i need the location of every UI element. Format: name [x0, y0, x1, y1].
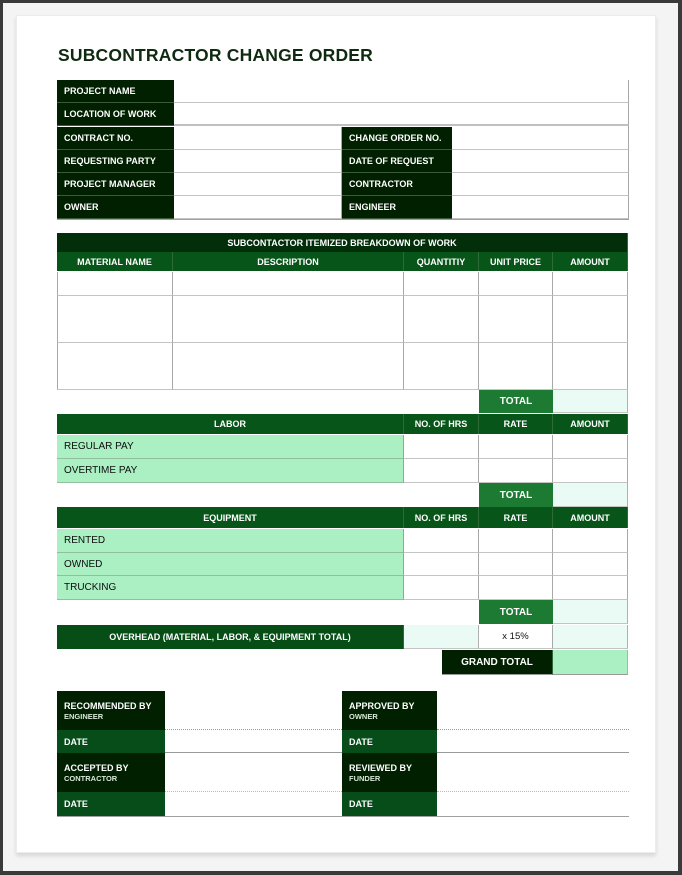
owner-field[interactable]	[174, 196, 342, 219]
col-quantity: QUANTITIY	[404, 252, 479, 271]
labor-total-value[interactable]	[553, 483, 628, 507]
materials-section-title: SUBCONTACTOR ITEMIZED BREAKDOWN OF WORK	[57, 233, 628, 252]
col-labor-rate: RATE	[479, 414, 553, 434]
approved-date-label: DATE	[342, 730, 437, 753]
project-name-field[interactable]	[174, 80, 629, 103]
change-order-no-label: CHANGE ORDER NO.	[342, 127, 452, 150]
approved-by-role: OWNER	[349, 711, 378, 721]
overhead-label: OVERHEAD (MATERIAL, LABOR, & EQUIPMENT TOTAL)	[57, 625, 404, 649]
accepted-by-field[interactable]	[165, 753, 342, 792]
equipment-owned-label: OWNED	[57, 553, 404, 576]
material-row-5-amount[interactable]	[553, 366, 628, 390]
col-equipment-amount: AMOUNT	[553, 507, 628, 528]
material-row-4-quantity[interactable]	[404, 343, 479, 367]
material-row-1-unit-price[interactable]	[479, 272, 553, 296]
recommended-by-title: RECOMMENDED BY	[64, 700, 152, 711]
accepted-by-role: CONTRACTOR	[64, 773, 118, 783]
labor-total-label: TOTAL	[479, 483, 553, 507]
date-of-request-field[interactable]	[452, 150, 629, 173]
material-row-4-description[interactable]	[173, 343, 404, 367]
reviewed-by-role: FUNDER	[349, 773, 381, 783]
materials-total-value[interactable]	[553, 390, 628, 413]
approved-date-field[interactable]	[437, 730, 629, 753]
equipment-trucking-label: TRUCKING	[57, 576, 404, 600]
equipment-trucking-hours[interactable]	[404, 576, 479, 600]
contractor-label: CONTRACTOR	[342, 173, 452, 196]
col-description: DESCRIPTION	[173, 252, 404, 271]
contractor-field[interactable]	[452, 173, 629, 196]
equipment-total-value[interactable]	[553, 600, 628, 624]
labor-regular-pay-label: REGULAR PAY	[57, 435, 404, 459]
location-of-work-field[interactable]	[174, 103, 629, 126]
reviewed-by-field[interactable]	[437, 753, 629, 792]
material-row-2-material-name[interactable]	[57, 296, 173, 320]
reviewed-date-field[interactable]	[437, 792, 629, 816]
owner-label: OWNER	[57, 196, 174, 219]
col-labor-hours: NO. OF HRS	[404, 414, 479, 434]
overhead-rate: x 15%	[479, 625, 553, 649]
overhead-amount[interactable]	[553, 625, 628, 649]
project-manager-field[interactable]	[174, 173, 342, 196]
material-row-3-description[interactable]	[173, 319, 404, 343]
col-material-name: MATERIAL NAME	[57, 252, 173, 271]
reviewed-date-label: DATE	[342, 792, 437, 816]
labor-overtime-pay-label: OVERTIME PAY	[57, 459, 404, 483]
material-row-3-unit-price[interactable]	[479, 319, 553, 343]
material-row-4-amount[interactable]	[553, 343, 628, 367]
accepted-date-field[interactable]	[165, 792, 342, 816]
col-labor-amount: AMOUNT	[553, 414, 628, 434]
col-unit-price: UNIT PRICE	[479, 252, 553, 271]
overhead-base-value[interactable]	[404, 625, 479, 649]
recommended-by-role: ENGINEER	[64, 711, 104, 721]
material-row-5-unit-price[interactable]	[479, 366, 553, 390]
approved-by-field[interactable]	[437, 691, 629, 730]
change-order-no-field[interactable]	[452, 127, 629, 150]
material-row-5-description[interactable]	[173, 366, 404, 390]
equipment-rented-label: RENTED	[57, 529, 404, 553]
col-amount: AMOUNT	[553, 252, 628, 271]
project-manager-label: PROJECT MANAGER	[57, 173, 174, 196]
col-equipment-hours: NO. OF HRS	[404, 507, 479, 528]
labor-overtime-pay-amount[interactable]	[553, 459, 628, 483]
document-title: SUBCONTRACTOR CHANGE ORDER	[58, 45, 374, 65]
reviewed-by-title: REVIEWED BY	[349, 762, 413, 773]
equipment-trucking-amount[interactable]	[553, 576, 628, 600]
labor-regular-pay-amount[interactable]	[553, 435, 628, 459]
recommended-date-label: DATE	[57, 730, 165, 753]
project-name-label: PROJECT NAME	[57, 80, 174, 103]
equipment-owned-rate[interactable]	[479, 553, 553, 576]
materials-total-label: TOTAL	[479, 390, 553, 413]
material-row-5-material-name[interactable]	[57, 366, 173, 390]
material-row-3-amount[interactable]	[553, 319, 628, 343]
recommended-date-field[interactable]	[165, 730, 342, 753]
material-row-2-unit-price[interactable]	[479, 296, 553, 320]
labor-regular-pay-rate[interactable]	[479, 435, 553, 459]
recommended-by-field[interactable]	[165, 691, 342, 730]
accepted-by-title: ACCEPTED BY	[64, 762, 129, 773]
location-of-work-label: LOCATION OF WORK	[57, 103, 174, 126]
approved-by-label	[342, 691, 437, 730]
grand-total-label: GRAND TOTAL	[442, 650, 553, 675]
approved-by-title: APPROVED BY	[349, 700, 415, 711]
material-row-4-material-name[interactable]	[57, 343, 173, 367]
date-of-request-label: DATE OF REQUEST	[342, 150, 452, 173]
material-row-1-amount[interactable]	[553, 272, 628, 296]
material-row-2-description[interactable]	[173, 296, 404, 320]
material-row-3-material-name[interactable]	[57, 319, 173, 343]
col-equipment-rate: RATE	[479, 507, 553, 528]
material-row-2-quantity[interactable]	[404, 296, 479, 320]
equipment-trucking-rate[interactable]	[479, 576, 553, 600]
reviewed-by-label	[342, 753, 437, 792]
equipment-rented-amount[interactable]	[553, 529, 628, 553]
material-row-5-quantity[interactable]	[404, 366, 479, 390]
material-row-1-material-name[interactable]	[57, 272, 173, 296]
material-row-3-quantity[interactable]	[404, 319, 479, 343]
accepted-date-label: DATE	[57, 792, 165, 816]
requesting-party-label: REQUESTING PARTY	[57, 150, 174, 173]
col-equipment: EQUIPMENT	[57, 507, 404, 528]
engineer-field[interactable]	[452, 196, 629, 219]
equipment-owned-amount[interactable]	[553, 553, 628, 576]
grand-total-value[interactable]	[553, 650, 628, 675]
material-row-1-description[interactable]	[173, 272, 404, 296]
requesting-party-field[interactable]	[174, 150, 342, 173]
labor-overtime-pay-hours[interactable]	[404, 459, 479, 483]
equipment-rented-rate[interactable]	[479, 529, 553, 553]
accepted-by-label	[57, 753, 165, 792]
labor-overtime-pay-rate[interactable]	[479, 459, 553, 483]
engineer-label: ENGINEER	[342, 196, 452, 219]
equipment-total-label: TOTAL	[479, 600, 553, 624]
contract-no-label: CONTRACT NO.	[57, 127, 174, 150]
material-row-2-amount[interactable]	[553, 296, 628, 320]
material-row-1-quantity[interactable]	[404, 272, 479, 296]
labor-regular-pay-hours[interactable]	[404, 435, 479, 459]
equipment-rented-hours[interactable]	[404, 529, 479, 553]
col-labor: LABOR	[57, 414, 404, 434]
material-row-4-unit-price[interactable]	[479, 343, 553, 367]
recommended-by-label	[57, 691, 165, 730]
contract-no-field[interactable]	[174, 127, 342, 150]
equipment-owned-hours[interactable]	[404, 553, 479, 576]
